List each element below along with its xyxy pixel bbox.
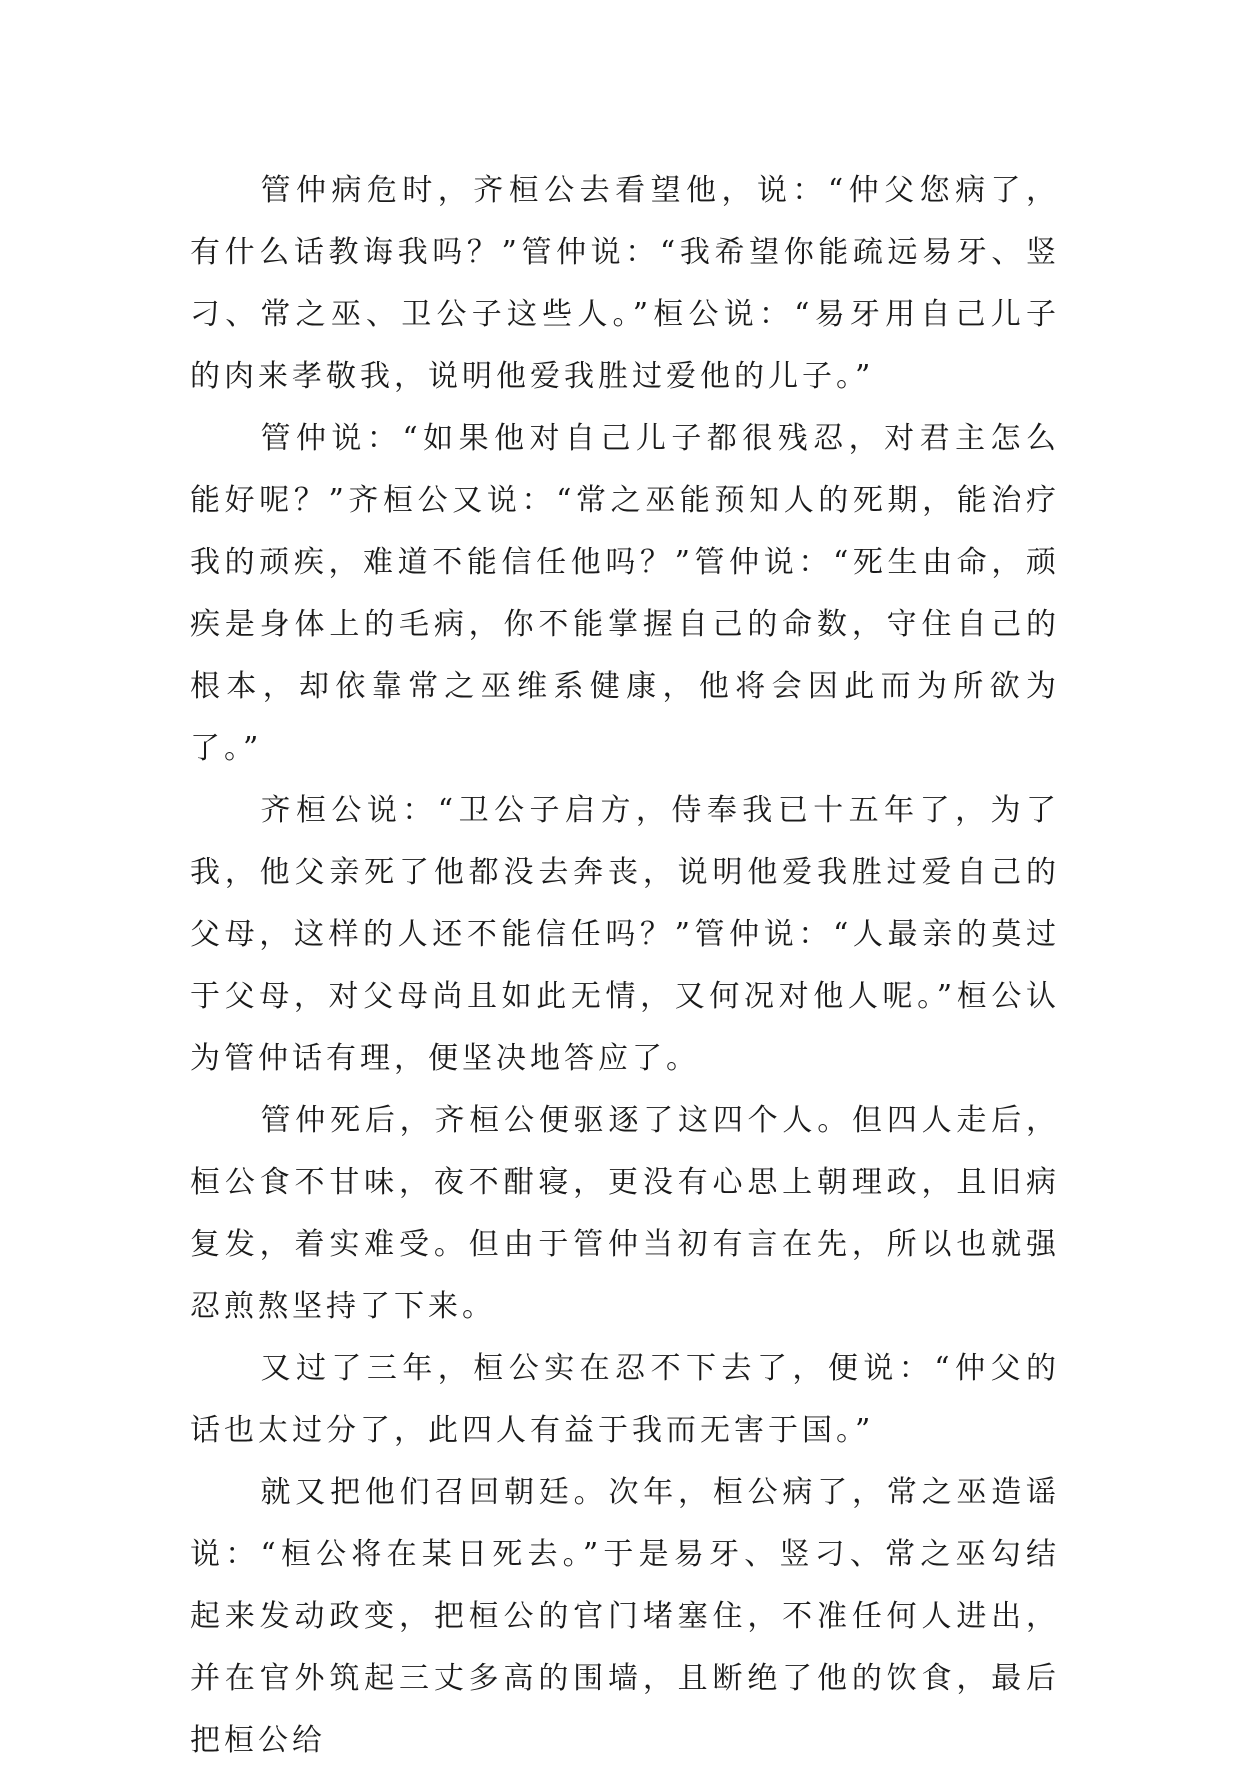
paragraph: 齐桓公说：“卫公子启方，侍奉我已十五年了，为了我，他父亲死了他都没去奔丧，说明他爱我胜过爱自己的父母，这样的人还不能信任吗？”管仲说：“人最亲的莫过于父母，对父母尚且如此无情，又何况对他人呢。”桓公认为管仲话有理，便坚决地答应了。 bbox=[190, 793, 1060, 1076]
paragraph: 就又把他们召回朝廷。次年，桓公病了，常之巫造谣说：“桓公将在某日死去。”于是易牙、竖刁、常之巫勾结起来发动政变，把桓公的官门堵塞住，不准任何人进出，并在官外筑起三丈多高的围墙，且断绝了他的饮食，最后把桓公给 bbox=[190, 1475, 1060, 1758]
paragraph: 管仲病危时，齐桓公去看望他，说：“仲父您病了，有什么话教诲我吗？”管仲说：“我希望你能疏远易牙、竖刁、常之巫、卫公子这些人。”桓公说：“易牙用自己儿子的肉来孝敬我，说明他爱我胜过爱他的儿子。” bbox=[190, 173, 1060, 394]
paragraph: 管仲说：“如果他对自己儿子都很残忍，对君主怎么能好呢？”齐桓公又说：“常之巫能预知人的死期，能治疗我的顽疾，难道不能信任他吗？”管仲说：“死生由命，顽疾是身体上的毛病，你不能掌握自己的命数，守住自己的根本，却依靠常之巫维系健康，他将会因此而为所欲为了。” bbox=[190, 421, 1060, 766]
document-body bbox=[190, 160, 1060, 1772]
paragraph: 管仲死后，齐桓公便驱逐了这四个人。但四人走后，桓公食不甘味，夜不酣寝，更没有心思上朝理政，且旧病复发，着实难受。但由于管仲当初有言在先，所以也就强忍煎熬坚持了下来。 bbox=[190, 1103, 1060, 1324]
paragraph: 又过了三年，桓公实在忍不下去了，便说：“仲父的话也太过分了，此四人有益于我而无害于国。” bbox=[190, 1351, 1060, 1448]
